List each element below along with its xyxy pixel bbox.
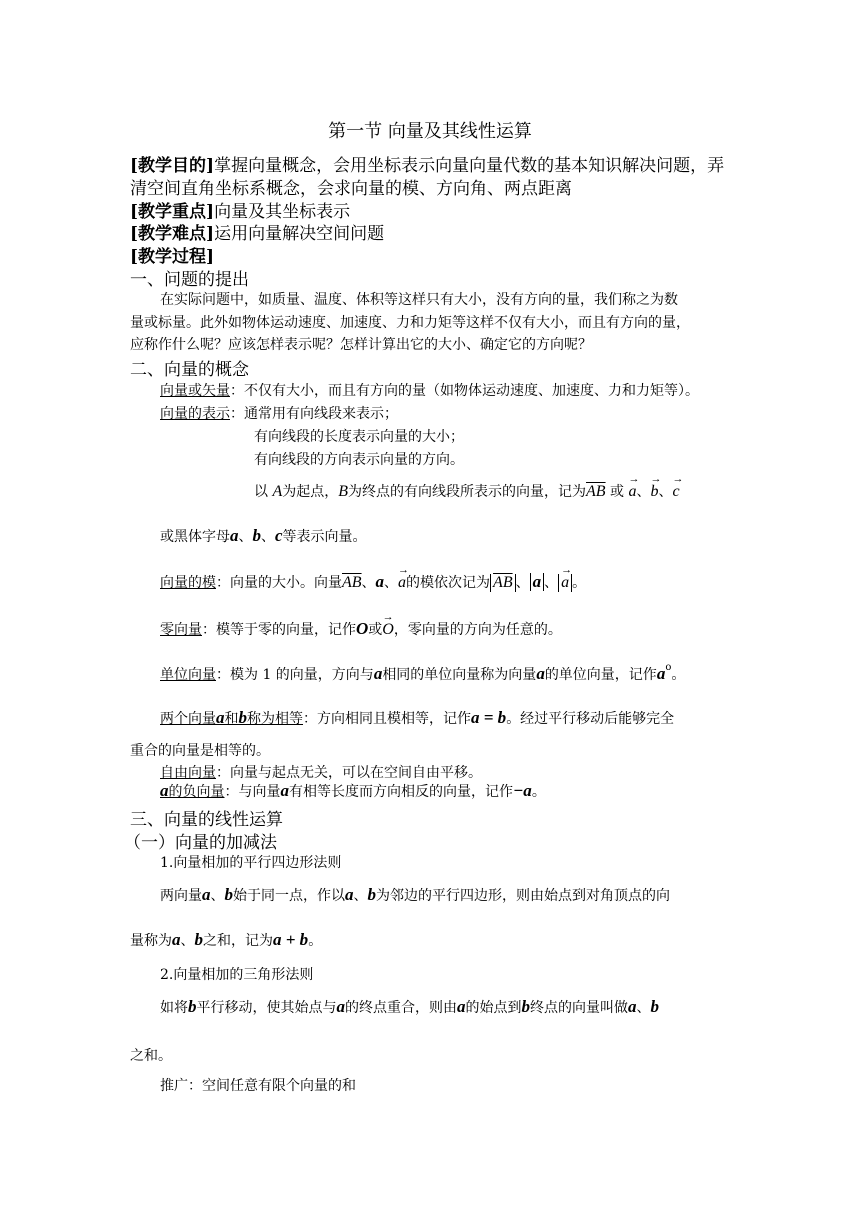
text-frag: 的模依次记为 — [406, 575, 491, 591]
abs-arrow-a: → a — [558, 574, 572, 592]
vector-definition — [160, 380, 699, 400]
text-frag: 以 — [254, 484, 268, 500]
bold-b: b — [188, 997, 197, 1016]
text-frag: ，零向量的方向为任意的。 — [393, 622, 562, 638]
difficulty-label: [教学难点] — [130, 224, 215, 244]
text-frag: ：方向相同且模相等，记作 — [303, 711, 471, 727]
text-frag: 。 — [572, 575, 587, 591]
goal-text-1: 掌握向量概念，会用坐标表示向量向量代数的基本知识解决问题，弄 — [214, 156, 725, 176]
equal-vector-line-2: 重合的向量是相等的。 — [130, 743, 270, 759]
vector-b-arrow: → b — [650, 473, 662, 500]
text-frag: 有相等长度而方向相反的向量，记作 — [289, 784, 513, 800]
repr-term: 向量的表示 — [160, 406, 230, 422]
vector-ab: $\overline{AB}$ — [586, 483, 606, 500]
text-frag: 的始点到 — [465, 1000, 522, 1016]
negative-term: a的负向量 — [160, 781, 225, 800]
bold-b: b — [252, 526, 261, 545]
text-frag: 平行移动，使其始点与 — [196, 1000, 337, 1016]
bold-a: a — [345, 885, 354, 904]
bold-a: a — [375, 572, 385, 591]
bold-b: b — [650, 997, 659, 1016]
free-term: 自由向量 — [160, 765, 216, 781]
bold-a: a — [457, 997, 466, 1016]
vector-c-arrow: → c — [672, 473, 684, 500]
text-frag: 等表示向量。 — [282, 529, 367, 545]
abs-bold-a: a — [530, 573, 545, 591]
rule-1-line-2 — [130, 930, 322, 950]
text-frag: 为起点， — [282, 484, 339, 500]
modulus-term: 向量的模 — [160, 575, 216, 591]
text-frag: 或 — [610, 484, 625, 500]
bold-a: a — [172, 930, 181, 949]
text-frag: 之和，记为 — [203, 933, 273, 949]
focus-text: 向量及其坐标表示 — [214, 202, 351, 222]
bold-a: a — [536, 664, 545, 683]
text-frag: 为邻边的平行四边形，则由始点到对角顶点的向 — [376, 888, 670, 904]
bold-a: a — [280, 781, 289, 800]
bold-o: O — [356, 619, 369, 638]
text-frag: 。 — [531, 784, 546, 800]
text-frag: ：模等于零的向量，记作 — [202, 622, 356, 638]
repr-def: ：通常用有向线段来表示； — [230, 406, 398, 422]
text-frag: ：模为 1 的向量，方向与 — [216, 667, 374, 683]
vector-term: 向量或矢量 — [160, 383, 230, 399]
bold-letter-sentence — [160, 526, 367, 546]
unit-vector-sentence — [160, 662, 685, 684]
bold-a: a — [628, 997, 637, 1016]
text-frag: 、 — [238, 529, 253, 545]
equal-expression: a = b — [471, 708, 507, 727]
text-frag: 。 — [671, 667, 686, 683]
free-vector-sentence — [160, 762, 482, 782]
vector-def: ：不仅有大小，而且有方向的量（如物体运动速度、加速度、力和力矩等）。 — [230, 383, 699, 399]
vector-o-arrow: → O — [382, 611, 394, 638]
text-frag: 、 — [658, 484, 673, 500]
text-frag: 、 — [180, 933, 195, 949]
modulus-sentence — [160, 564, 587, 592]
vector-representation — [160, 403, 398, 423]
rule-1-title: 1.向量相加的平行四边形法则 — [160, 855, 342, 871]
text-frag: 相同的单位向量称为向量 — [382, 667, 537, 683]
text-frag: 、 — [384, 575, 399, 591]
equal-vector-sentence — [160, 708, 674, 728]
text-frag: 的单位向量，记作 — [544, 667, 657, 683]
text-frag: 、 — [261, 529, 275, 545]
teaching-goal — [130, 151, 724, 176]
rule-2-sentence — [160, 997, 659, 1017]
focus-label: [教学重点] — [130, 202, 215, 222]
text-frag: 两向量 — [160, 888, 202, 904]
goal-label: [教学目的] — [130, 156, 215, 176]
sum-expression: a + b — [273, 930, 309, 949]
section-1-heading: 一、问题的提出 — [130, 270, 249, 290]
goal-text-2: 清空间直角坐标系概念，会求向量的模、方向角、两点距离 — [130, 179, 572, 199]
unit-superscript: o — [665, 662, 672, 673]
negative-vector-sentence — [160, 781, 546, 801]
subsection-1-heading: （一）向量的加减法 — [124, 833, 277, 853]
bold-b: b — [367, 885, 376, 904]
bold-a: a — [373, 664, 383, 683]
text-frag: 、 — [544, 575, 559, 591]
section-3-heading: 三、向量的线性运算 — [130, 810, 283, 830]
unit-term: 单位向量 — [160, 667, 216, 683]
bold-a: a — [202, 885, 211, 904]
text-frag: 始于同一点，作以 — [233, 888, 345, 904]
section-2-heading: 二、向量的概念 — [130, 360, 249, 380]
repr-line-2: 有向线段的长度表示向量的大小； — [254, 429, 464, 445]
teaching-difficulty — [130, 219, 384, 244]
text-frag: 。经过平行移动后能够完全 — [506, 711, 675, 727]
section-1-para-3: 应称作什么呢？应该怎样表示呢？怎样计算出它的大小、确定它的方向呢？ — [130, 337, 592, 353]
text-frag: 如将 — [160, 1000, 188, 1016]
zero-vector-sentence — [160, 611, 562, 639]
vector-a-arrow: → a — [628, 473, 640, 500]
section-1-para-2: 量或标量。此外如物体运动速度、加速度、力和力矩等这样不仅有大小，而且有方向的量， — [130, 315, 690, 331]
vector-ab: $\overline{AB}$ — [342, 574, 362, 591]
bold-a: a — [230, 526, 239, 545]
point-b: B — [338, 483, 349, 500]
process-label: [教学过程] — [130, 247, 215, 267]
bold-c: c — [275, 526, 283, 545]
vector-a-arrow: → a — [398, 564, 410, 591]
bold-a: a — [336, 997, 345, 1016]
text-frag: 。 — [308, 933, 323, 949]
bold-b: b — [521, 997, 530, 1016]
text-frag: ：与向量 — [224, 784, 281, 800]
text-frag: 、 — [210, 888, 225, 904]
repr-line-3: 有向线段的方向表示向量的方向。 — [254, 452, 464, 468]
text-frag: 为终点的有向线段所表示的向量，记为 — [348, 484, 587, 500]
generalization-text: 推广：空间任意有限个向量的和 — [160, 1078, 356, 1094]
text-frag: 或 — [368, 622, 383, 638]
abs-ab: $\overline{AB}$ — [490, 574, 516, 592]
section-1-para-1: 在实际问题中，如质量、温度、体积等这样只有大小，没有方向的量，我们称之为数 — [160, 292, 678, 308]
text-frag: ：向量与起点无关，可以在空间自由平移。 — [216, 765, 482, 781]
rule-1-sentence — [160, 885, 670, 905]
zero-term: 零向量 — [160, 622, 202, 638]
bold-b: b — [194, 930, 203, 949]
text-frag: 、 — [353, 888, 368, 904]
page-title: 第一节 向量及其线性运算 — [328, 121, 532, 142]
bold-b: b — [224, 885, 233, 904]
text-frag: 或黑体字母 — [160, 529, 230, 545]
difficulty-text: 运用向量解决空间问题 — [214, 224, 385, 244]
negative-expression: −a — [513, 781, 532, 800]
equal-term: 两个向量a和b称为相等 — [160, 708, 303, 727]
text-frag: 量称为 — [130, 933, 172, 949]
start-end-sentence — [254, 473, 684, 501]
text-frag: 的终点重合，则由 — [345, 1000, 457, 1016]
text-frag: 、 — [515, 575, 530, 591]
text-frag: 、 — [636, 484, 651, 500]
bold-a: a — [656, 664, 666, 683]
rule-2-line-2: 之和。 — [130, 1048, 172, 1064]
point-a: A — [272, 483, 283, 500]
text-frag: 终点的向量叫做 — [530, 1000, 628, 1016]
text-frag: 、 — [636, 1000, 651, 1016]
text-frag: 、 — [361, 575, 376, 591]
text-frag: ：向量的大小。向量 — [216, 575, 342, 591]
rule-2-title: 2.向量相加的三角形法则 — [160, 967, 314, 983]
